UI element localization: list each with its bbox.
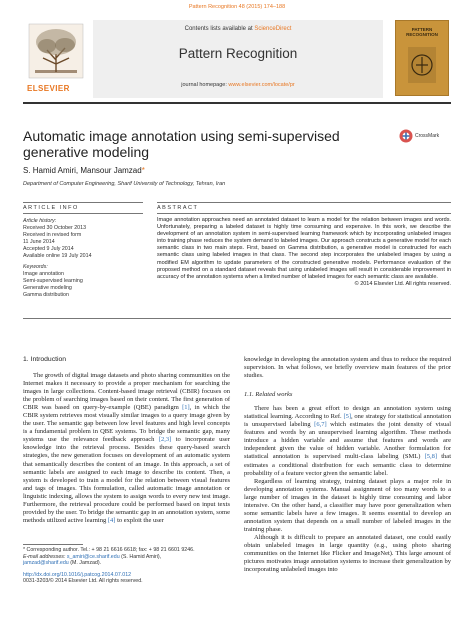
email-owner: (S. Hamid Amiri), — [119, 553, 162, 560]
cover-emblem-icon — [406, 45, 438, 85]
history-item: Accepted 9 July 2014 — [23, 246, 74, 252]
sciencedirect-link[interactable]: ScienceDirect — [254, 26, 292, 32]
header-divider — [23, 102, 451, 104]
journal-cover-thumbnail[interactable] — [395, 20, 449, 96]
cover-title: PATTERN RECOGNITION — [406, 27, 438, 37]
email-footnote-2 — [23, 560, 233, 567]
crossmark-badge[interactable] — [399, 128, 449, 148]
text-run: that estimates a conditional distribution for each semantic class to determine probability of a feature vector given the semantic label. — [244, 453, 451, 477]
citation-link[interactable]: [1] — [182, 404, 190, 412]
abstract-heading: ABSTRACT — [157, 205, 199, 211]
publisher-name: ELSEVIER — [27, 84, 70, 93]
author-list — [23, 166, 145, 175]
journal-header — [23, 20, 451, 100]
text-run: to exploit the user — [115, 516, 164, 524]
doi-link[interactable]: http://dx.doi.org/10.1016/j.patcog.2014.07.012 — [23, 571, 132, 578]
footnotes — [23, 547, 233, 585]
intro-paragraph — [23, 372, 230, 525]
history-item: Received 30 October 2013 — [23, 225, 87, 231]
footnote-rule — [23, 544, 83, 545]
history-label: Article history: — [23, 218, 57, 224]
body-paragraph: knowledge in developing the annotation system and thus to reduce the required supervision. In what follows, we briefly overview main features of the prior studies. — [244, 356, 451, 380]
citation-link[interactable]: [5,8] — [424, 453, 438, 461]
history-item: Received in revised form — [23, 232, 82, 238]
text-run: , in which the CBIR system retrieves most visually similar images to a query image given by the user. The semantic gap between low level features and high level concepts is a fundamental problem in QBE systems. To bridge the semantic gap, many systems use the relevance feedback approach — [23, 404, 230, 444]
email-label: E-mail addresses: — [23, 553, 67, 560]
keyword-item: Gamma distribution — [23, 292, 69, 298]
text-run: which estimates the joint density of visual features and words by an unsupervised learning algorithm. These methods introduce a hidden variable and assume that features and words are independent given the value of hidden variable. Another formulation for statistical annotation is supervised multi-class labeling (SML) — [244, 421, 451, 461]
author-affiliation: Department of Computer Engineering, Sharif University of Technology, Tehran, Iran — [23, 181, 226, 187]
citation-link[interactable]: [5] — [343, 413, 352, 421]
text-run: The growth of digital image datasets and photo sharing communities on the Internet makes it necessary to provide a proper mechanism for searching the images in large collections. Content-based image retrieval (CBIR) focuses on the problem of searching images based on their content. The first generation of CBIR was based on query-by-example (QBE) paradigm — [23, 372, 230, 412]
abstract-rule — [157, 213, 451, 214]
article-title: Automatic image annotation using semi-supervised generative modeling — [23, 128, 340, 160]
right-column-text — [244, 356, 451, 574]
journal-banner — [93, 20, 383, 98]
abstract-rule-top — [157, 202, 451, 203]
body-paragraph — [244, 405, 451, 477]
corresponding-author-footnote: * Corresponding author. Tel.: + 98 21 6616 6618; fax: + 98 21 6601 9246. — [23, 547, 195, 553]
abstract-body — [157, 217, 451, 288]
issn-line: 0031-3203/© 2014 Elsevier Ltd. All rights reserved. — [23, 578, 143, 584]
history-item: 11 June 2014 — [23, 239, 55, 245]
homepage-prefix: journal homepage: — [181, 82, 229, 88]
crossmark-icon — [399, 128, 413, 144]
body-paragraph: Regardless of learning strategy, training dataset plays a major role in developing annotation systems. Manual assignment of too many words to a large number of images in the dataset is highly time consuming and labor intensive. On the other hand, a classifier may have poor generalization when some semantic labels have a few images. It seems essential to develop an annotation system that depends on a small number of labeled images in the training phase. — [244, 477, 451, 533]
article-info-rule-top — [23, 202, 143, 203]
text-run: There has been a great effort to design an annotation system using statistical learning. According to Ref. — [244, 405, 451, 421]
corresponding-author-mark[interactable]: * — [141, 166, 145, 175]
keyword-item: Semi-supervised learning — [23, 278, 83, 284]
front-matter-rule — [23, 318, 451, 319]
journal-reference[interactable]: Pattern Recognition 48 (2015) 174–188 — [188, 4, 286, 10]
keywords-label: Keywords: — [23, 264, 48, 270]
contents-prefix: Contents lists available at — [184, 26, 255, 32]
keywords — [23, 264, 148, 299]
abstract-copyright: © 2014 Elsevier Ltd. All rights reserved. — [354, 280, 451, 287]
article-info-heading: ARTICLE INFO — [23, 205, 79, 211]
citation-link[interactable]: [6,7] — [314, 421, 327, 429]
left-column-text — [23, 372, 230, 525]
body-paragraph: Although it is difficult to prepare an annotated dataset, one could easily obtain unlabeled images in large quantity (e.g., using photo sharing communities on the Internet like Flicker and ImageNet). This large amount of pictures motivates image annotation systems to increase their generalization by incorporating unlabeled images into — [244, 533, 451, 574]
contents-line — [93, 26, 383, 32]
crossmark-label: CrossMark — [415, 133, 440, 139]
text-run: , one strategy for statistical annotation is unsupervised labeling — [244, 413, 451, 429]
introduction-heading: 1. Introduction — [23, 356, 67, 363]
email-link[interactable]: jamzad@sharif.edu — [23, 560, 69, 566]
elsevier-tree-logo-icon — [23, 20, 89, 94]
history-item: Available online 19 July 2014 — [23, 253, 92, 259]
keyword-item: Image annotation — [23, 271, 64, 277]
homepage-link[interactable]: www.elsevier.com/locate/pr — [228, 82, 295, 88]
email-link[interactable]: s_amiri@ce.sharif.edu — [66, 553, 120, 560]
abstract-text: Image annotation approaches need an annotated dataset to learn a model for the relation between images and words. Unfortunately, preparing a labeled dataset is highly time consuming and expensive. In this work, we describe the development of an annotation system in semi-supervised learning framework which by incorporating unlabeled images into training phase reduces the system demand to labeled images. Our approach constructs a generative model for each semantic class in two main steps. First, based on Gamma distribution, a generative model is constructed for each semantic class using labeled images in that class. The second step incorporates the unlabeled images by using a modified EM algorithm to update parameters of the constructed generative models. Performance evaluation of the proposed method on a standard dataset reveals that using unlabeled images will result in considerable improvement in accuracy of the annotation systems when a limited number of labeled images for each semantic class are available. — [157, 217, 451, 280]
homepage-line — [93, 82, 383, 88]
text-run: to incorporate user knowledge into the retrieval process. Besides these query-based search strategies, the new generation focuses on development of an automatic system that semantically describes the content of an image. In this approach, a set of semantic labels are assigned to each image to describe its content. Then, a system is developed to train a model for the relation between visual features and tags of images. This formulation, called automatic image annotation or linguistic indexing, allows the system to assign words to every new test image. Furthermore, the retrieval procedure could be performed based on input texts provided by the user. To bridge the semantic gap in an annotation system, some methods utilized active learning — [23, 436, 230, 524]
email-owner: (M. Jamzad). — [68, 560, 102, 566]
citation-link[interactable]: [2,3] — [158, 436, 172, 444]
author-names[interactable]: S. Hamid Amiri, Mansour Jamzad — [23, 166, 142, 175]
article-history — [23, 218, 148, 260]
keyword-item: Generative modeling — [23, 285, 72, 291]
citation-link[interactable]: [4] — [107, 516, 116, 524]
article-info-rule — [23, 213, 143, 214]
related-works-heading: 1.1. Related works — [244, 391, 293, 399]
journal-title: Pattern Recognition — [178, 46, 298, 61]
